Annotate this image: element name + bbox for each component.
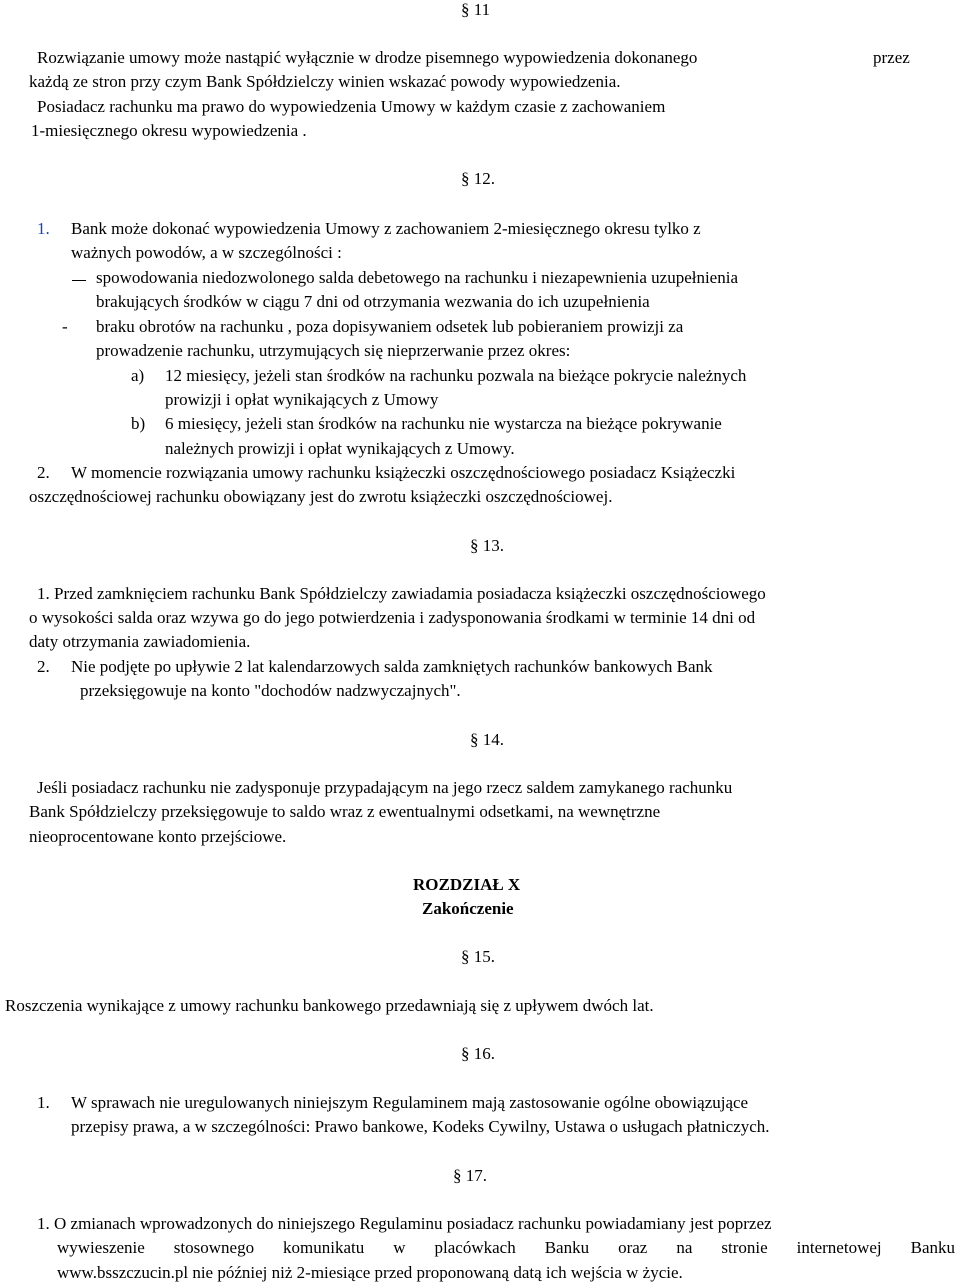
s12-sub-b-mark: b) bbox=[131, 414, 146, 433]
s12-sub-b-line-1: 6 miesięcy, jeżeli stan środków na rachunku nie wystarcza na bieżące pokrywanie bbox=[165, 414, 722, 433]
s12-bullet-2-line-1: braku obrotów na rachunku , poza dopisywaniem odsetek lub pobieraniem prowizji za bbox=[96, 317, 684, 336]
s14-line-3: nieoprocentowane konto przejściowe. bbox=[29, 827, 287, 846]
s12-item-1-line-1: Bank może dokonać wypowiedzenia Umowy z zachowaniem 2-miesięcznego okresu tylko z bbox=[71, 219, 701, 238]
s12-bullet-2-line-2: prowadzenie rachunku, utrzymujących się nieprzerwanie przez okres: bbox=[96, 341, 571, 360]
s13-item-1-line-2: o wysokości salda oraz wzywa go do jego potwierdzenia i zadysponowania środkami w terminie 14 dni od bbox=[29, 608, 756, 627]
s13-item-2-line-2: przeksięgowuje na konto "dochodów nadzwyczajnych". bbox=[80, 681, 461, 700]
s12-sub-a-line-2: prowizji i opłat wynikających z Umowy bbox=[165, 390, 439, 409]
s12-bullet-1-line-2: brakujących środków w ciągu 7 dni od otrzymania wezwania do ich uzupełnienia bbox=[96, 292, 650, 311]
s16-item-1-line-2: przepisy prawa, a w szczególności: Prawo bankowe, Kodeks Cywilny, Ustawa o usługach płatniczych. bbox=[71, 1117, 770, 1136]
s12-bullet-1-line-1: spowodowania niedozwolonego salda debetowego na rachunku i niezapewnienia uzupełnienia bbox=[96, 268, 738, 287]
section-15-title: § 15. bbox=[461, 947, 495, 966]
s12-item-2-number: 2. bbox=[37, 463, 50, 482]
section-16-title: § 16. bbox=[461, 1044, 495, 1063]
s11-line-4: 1-miesięcznego okresu wypowiedzenia . bbox=[31, 121, 307, 140]
s16-item-1-line-1: W sprawach nie uregulowanych niniejszym Regulaminem mają zastosowanie ogólne obowiązujące bbox=[71, 1093, 749, 1112]
dash-bullet-1 bbox=[72, 280, 86, 281]
s11-line-1: Rozwiązanie umowy może nastąpić wyłącznie w drodze pisemnego wypowiedzenia dokonanego bbox=[37, 48, 698, 67]
section-11-title: § 11 bbox=[461, 0, 491, 19]
s17-line-3: www.bsszczucin.pl nie później niż 2-miesiące przed proponowaną datą ich wejścia w życie. bbox=[57, 1263, 683, 1282]
s14-line-1: Jeśli posiadacz rachunku nie zadysponuje przypadającym na jego rzecz saldem zamykanego rachunku bbox=[37, 778, 733, 797]
section-17-title: § 17. bbox=[453, 1166, 487, 1185]
s12-sub-a-line-1: 12 miesięcy, jeżeli stan środków na rachunku pozwala na bieżące pokrycie należnych bbox=[165, 366, 747, 385]
s14-line-2: Bank Spółdzielczy przeksięgowuje to saldo wraz z ewentualnymi odsetkami, na wewnętrzne bbox=[29, 802, 661, 821]
s13-item-1-line-3: daty otrzymania zawiadomienia. bbox=[29, 632, 251, 651]
section-12-title: § 12. bbox=[461, 169, 495, 188]
s16-item-1-number: 1. bbox=[37, 1093, 50, 1112]
s12-item-1-line-2: ważnych powodów, a w szczególności : bbox=[71, 243, 342, 262]
s13-item-1-line-1: 1. Przed zamknięciem rachunku Bank Spółdzielczy zawiadamia posiadacza książeczki oszczędnościowego bbox=[37, 584, 766, 603]
s17-line-2: wywieszenie stosownego komunikatu w placówkach Banku oraz na stronie internetowej Banku bbox=[57, 1238, 955, 1257]
s11-line-2: każdą ze stron przy czym Bank Spółdzielczy winien wskazać powody wypowiedzenia. bbox=[29, 72, 621, 91]
s15-line-1: Roszczenia wynikające z umowy rachunku bankowego przedawniają się z upływem dwóch lat. bbox=[5, 996, 654, 1015]
s12-item-2-line-1: W momencie rozwiązania umowy rachunku książeczki oszczędnościowego posiadacz Książeczki bbox=[71, 463, 736, 482]
s12-item-2-line-2: oszczędnościowej rachunku obowiązany jest do zwrotu książeczki oszczędnościowej. bbox=[29, 487, 613, 506]
s12-sub-a-mark: a) bbox=[131, 366, 145, 385]
chapter-subtitle: Zakończenie bbox=[422, 899, 514, 918]
s12-item-1-number: 1. bbox=[37, 219, 50, 238]
s17-line-1: 1. O zmianach wprowadzonych do niniejszego Regulaminu posiadacz rachunku powiadamiany jest poprzez bbox=[37, 1214, 772, 1233]
s13-item-2-line-1: Nie podjęte po upływie 2 lat kalendarzowych salda zamkniętych rachunków bankowych Bank bbox=[71, 657, 713, 676]
s11-line-1-end: przez bbox=[873, 48, 910, 67]
s13-item-2-number: 2. bbox=[37, 657, 50, 676]
chapter-title: ROZDZIAŁ X bbox=[413, 875, 521, 894]
s12-sub-b-line-2: należnych prowizji i opłat wynikających z Umowy. bbox=[165, 439, 515, 458]
s11-line-3: Posiadacz rachunku ma prawo do wypowiedzenia Umowy w każdym czasie z zachowaniem bbox=[37, 97, 666, 116]
s12-bullet-2-mark: - bbox=[62, 317, 68, 336]
section-14-title: § 14. bbox=[470, 730, 504, 749]
section-13-title: § 13. bbox=[470, 536, 504, 555]
